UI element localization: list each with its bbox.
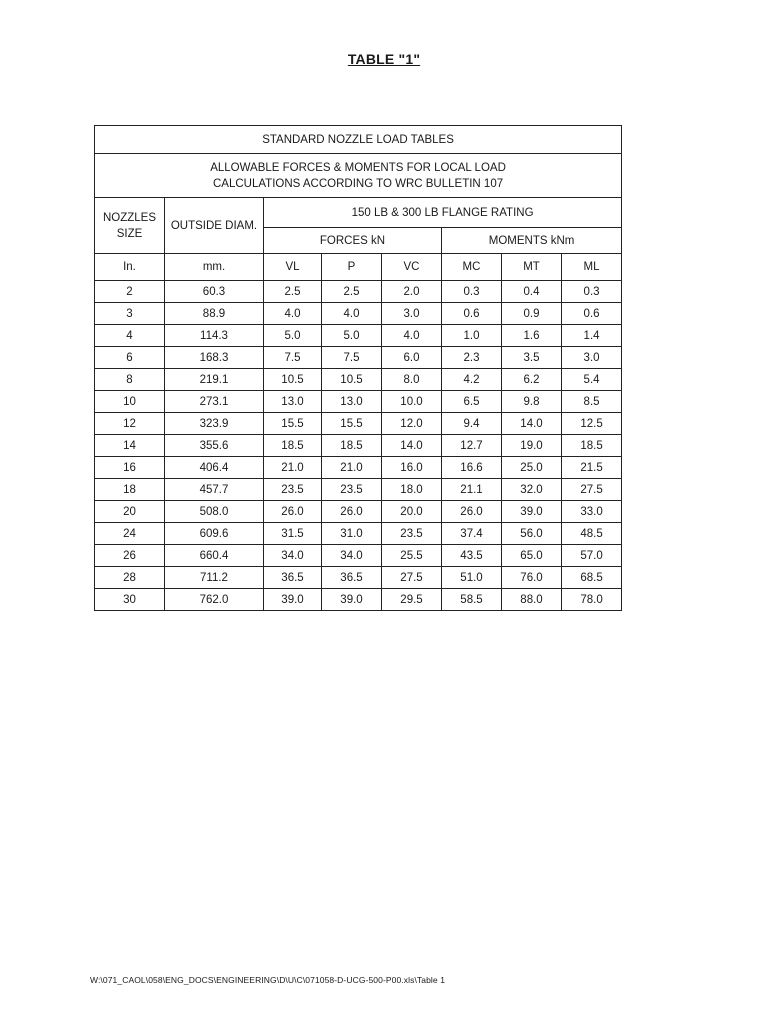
- table-cell: 10.5: [322, 369, 382, 391]
- table-row: [95, 347, 622, 369]
- table-cell: 26.0: [264, 501, 322, 523]
- table-cell: 88.9: [165, 303, 264, 325]
- table-cell: 9.4: [442, 413, 502, 435]
- table-subheading: [95, 154, 622, 198]
- table-cell: 219.1: [165, 369, 264, 391]
- table-cell: 4.2: [442, 369, 502, 391]
- table-cell: 0.4: [502, 281, 562, 303]
- table-cell: 23.5: [322, 479, 382, 501]
- table-cell: 10.0: [382, 391, 442, 413]
- table-cell: 34.0: [264, 545, 322, 567]
- table-cell: 10.5: [264, 369, 322, 391]
- table-cell: 6.2: [502, 369, 562, 391]
- table-cell: 18.5: [322, 435, 382, 457]
- table-cell: 26.0: [322, 501, 382, 523]
- table-cell: 21.1: [442, 479, 502, 501]
- unit-cell: VL: [264, 254, 322, 281]
- table-cell: 508.0: [165, 501, 264, 523]
- table-cell: 18: [95, 479, 165, 501]
- table-cell: 39.0: [264, 589, 322, 611]
- table-cell: 323.9: [165, 413, 264, 435]
- table-cell: 3.0: [562, 347, 622, 369]
- flange-rating-header: 150 LB & 300 LB FLANGE RATING: [264, 198, 622, 228]
- table-cell: 25.5: [382, 545, 442, 567]
- table-cell: 20: [95, 501, 165, 523]
- table-cell: 7.5: [322, 347, 382, 369]
- table-cell: 23.5: [264, 479, 322, 501]
- table-cell: 0.9: [502, 303, 562, 325]
- table-cell: 14.0: [502, 413, 562, 435]
- units-row: [95, 254, 622, 281]
- table-cell: 12.5: [562, 413, 622, 435]
- table-cell: 6.0: [382, 347, 442, 369]
- table-cell: 2.5: [264, 281, 322, 303]
- table-cell: 4.0: [382, 325, 442, 347]
- table-cell: 78.0: [562, 589, 622, 611]
- table-cell: 2.5: [322, 281, 382, 303]
- table-cell: 8: [95, 369, 165, 391]
- table-cell: 16: [95, 457, 165, 479]
- table-cell: 5.0: [322, 325, 382, 347]
- table-cell: 5.0: [264, 325, 322, 347]
- table-cell: 30: [95, 589, 165, 611]
- table-cell: 16.6: [442, 457, 502, 479]
- table-cell: 32.0: [502, 479, 562, 501]
- table-cell: 31.5: [264, 523, 322, 545]
- table-cell: 13.0: [264, 391, 322, 413]
- table-cell: 355.6: [165, 435, 264, 457]
- table-cell: 43.5: [442, 545, 502, 567]
- table-cell: 28: [95, 567, 165, 589]
- table-cell: 0.3: [562, 281, 622, 303]
- table-cell: 5.4: [562, 369, 622, 391]
- table-row: [95, 369, 622, 391]
- unit-cell: VC: [382, 254, 442, 281]
- table-cell: 76.0: [502, 567, 562, 589]
- table-cell: 31.0: [322, 523, 382, 545]
- table-row: [95, 545, 622, 567]
- nozzle-load-table: [94, 125, 622, 611]
- table-row: [95, 391, 622, 413]
- table-cell: 457.7: [165, 479, 264, 501]
- unit-cell: MC: [442, 254, 502, 281]
- table-cell: 3: [95, 303, 165, 325]
- table-cell: 114.3: [165, 325, 264, 347]
- table-cell: 4.0: [322, 303, 382, 325]
- table-cell: 24: [95, 523, 165, 545]
- table-cell: 36.5: [322, 567, 382, 589]
- table-cell: 18.5: [264, 435, 322, 457]
- table-cell: 273.1: [165, 391, 264, 413]
- moments-header: MOMENTS kNm: [442, 228, 622, 254]
- unit-cell: P: [322, 254, 382, 281]
- table-cell: 25.0: [502, 457, 562, 479]
- table-cell: 19.0: [502, 435, 562, 457]
- table-heading: STANDARD NOZZLE LOAD TABLES: [95, 126, 622, 154]
- table-cell: 4.0: [264, 303, 322, 325]
- table-row: [95, 281, 622, 303]
- outside-diam-header: OUTSIDE DIAM.: [165, 198, 264, 254]
- table-cell: 48.5: [562, 523, 622, 545]
- table-cell: 3.5: [502, 347, 562, 369]
- table-cell: 2.0: [382, 281, 442, 303]
- table-cell: 39.0: [322, 589, 382, 611]
- table-cell: 26: [95, 545, 165, 567]
- table-cell: 6: [95, 347, 165, 369]
- table-cell: 68.5: [562, 567, 622, 589]
- table-row: [95, 501, 622, 523]
- unit-cell: MT: [502, 254, 562, 281]
- table-cell: 16.0: [382, 457, 442, 479]
- table-cell: 88.0: [502, 589, 562, 611]
- table-row: [95, 303, 622, 325]
- table-cell: 1.4: [562, 325, 622, 347]
- subheading-line-1: ALLOWABLE FORCES & MOMENTS FOR LOCAL LOAD: [210, 161, 506, 174]
- table-cell: 58.5: [442, 589, 502, 611]
- table-cell: 1.0: [442, 325, 502, 347]
- table-cell: 8.5: [562, 391, 622, 413]
- table-cell: 18.5: [562, 435, 622, 457]
- table-row: [95, 479, 622, 501]
- table-cell: 10: [95, 391, 165, 413]
- table-row: [95, 413, 622, 435]
- table-cell: 9.8: [502, 391, 562, 413]
- table-cell: 23.5: [382, 523, 442, 545]
- table-cell: 0.6: [562, 303, 622, 325]
- table-cell: 21.0: [264, 457, 322, 479]
- table-cell: 609.6: [165, 523, 264, 545]
- table-cell: 6.5: [442, 391, 502, 413]
- table-cell: 4: [95, 325, 165, 347]
- subheading-line-2: CALCULATIONS ACCORDING TO WRC BULLETIN 107: [212, 177, 504, 190]
- table-cell: 12.0: [382, 413, 442, 435]
- table-cell: 3.0: [382, 303, 442, 325]
- table-cell: 65.0: [502, 545, 562, 567]
- table-cell: 34.0: [322, 545, 382, 567]
- table-cell: 14: [95, 435, 165, 457]
- table-row: [95, 523, 622, 545]
- table-cell: 27.5: [562, 479, 622, 501]
- document-title: TABLE "1": [347, 51, 421, 67]
- unit-cell: mm.: [165, 254, 264, 281]
- file-path-footer: W:\071_CAOL\058\ENG_DOCS\ENGINEERING\D\U\C\071058-D-UCG-500-P00.xls\Table 1: [90, 975, 446, 985]
- table-cell: 0.3: [442, 281, 502, 303]
- table-cell: 8.0: [382, 369, 442, 391]
- unit-cell: ML: [562, 254, 622, 281]
- table-cell: 18.0: [382, 479, 442, 501]
- table-cell: 56.0: [502, 523, 562, 545]
- table-cell: 12.7: [442, 435, 502, 457]
- table-cell: 2: [95, 281, 165, 303]
- table-cell: 14.0: [382, 435, 442, 457]
- table-cell: 168.3: [165, 347, 264, 369]
- table-cell: 39.0: [502, 501, 562, 523]
- table-cell: 37.4: [442, 523, 502, 545]
- table-cell: 1.6: [502, 325, 562, 347]
- table-cell: 33.0: [562, 501, 622, 523]
- table-cell: 57.0: [562, 545, 622, 567]
- table-cell: 2.3: [442, 347, 502, 369]
- table-cell: 26.0: [442, 501, 502, 523]
- table-cell: 660.4: [165, 545, 264, 567]
- table-cell: 29.5: [382, 589, 442, 611]
- table-cell: 21.5: [562, 457, 622, 479]
- table-cell: 762.0: [165, 589, 264, 611]
- table-cell: 406.4: [165, 457, 264, 479]
- table-cell: 15.5: [264, 413, 322, 435]
- table-cell: 15.5: [322, 413, 382, 435]
- nozzle-header-line-2: SIZE: [116, 227, 143, 240]
- unit-cell: In.: [95, 254, 165, 281]
- table-cell: 0.6: [442, 303, 502, 325]
- table-cell: 12: [95, 413, 165, 435]
- forces-header: FORCES kN: [264, 228, 442, 254]
- table-row: [95, 567, 622, 589]
- table-row: [95, 457, 622, 479]
- table-cell: 51.0: [442, 567, 502, 589]
- table-cell: 21.0: [322, 457, 382, 479]
- table-cell: 7.5: [264, 347, 322, 369]
- nozzle-size-header: [95, 198, 165, 254]
- table-cell: 27.5: [382, 567, 442, 589]
- table-cell: 711.2: [165, 567, 264, 589]
- table-row: [95, 435, 622, 457]
- table-row: [95, 589, 622, 611]
- table-cell: 13.0: [322, 391, 382, 413]
- table-row: [95, 325, 622, 347]
- table-cell: 20.0: [382, 501, 442, 523]
- table-cell: 36.5: [264, 567, 322, 589]
- table-cell: 60.3: [165, 281, 264, 303]
- nozzle-header-line-1: NOZZLES: [102, 211, 157, 224]
